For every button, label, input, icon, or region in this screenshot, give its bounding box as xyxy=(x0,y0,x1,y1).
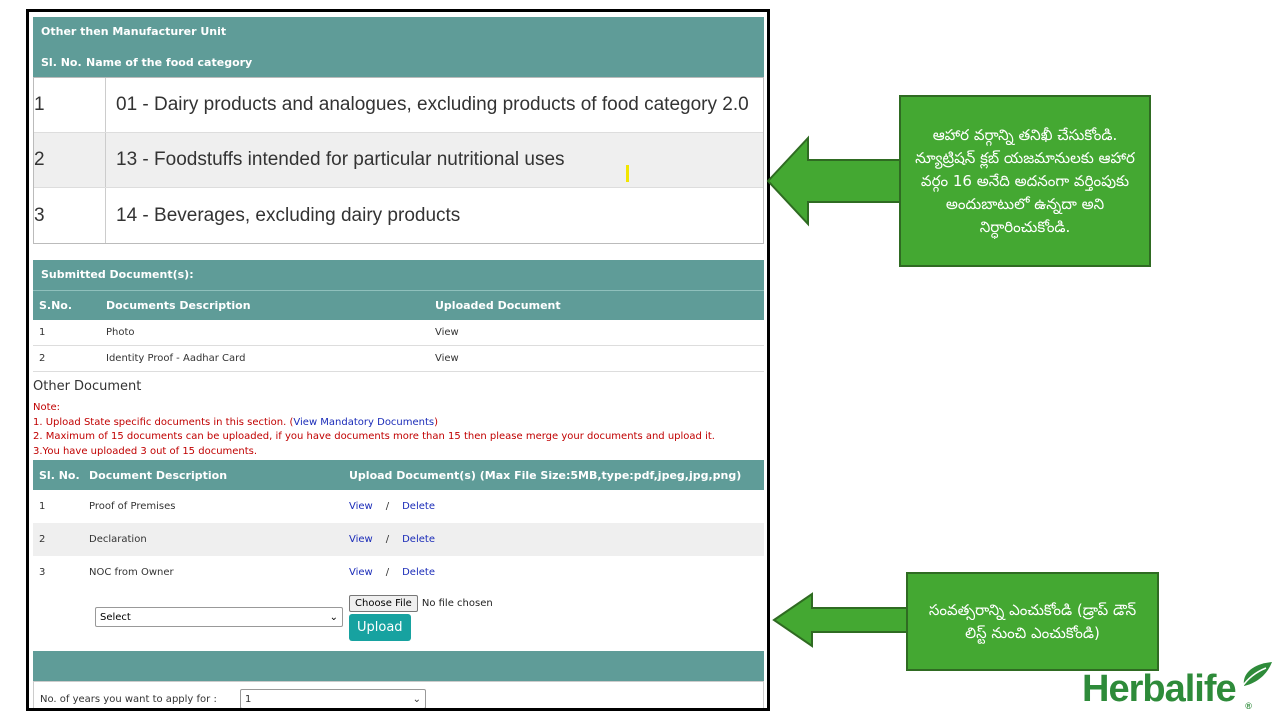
view-link[interactable]: View xyxy=(349,534,373,545)
category-name: 01 - Dairy products and analogues, excluding products of food category 2.0 xyxy=(116,94,749,115)
document-type-select[interactable] xyxy=(95,607,343,627)
table-row xyxy=(33,346,764,372)
table-row xyxy=(34,133,763,188)
doc-description: Declaration xyxy=(89,534,147,545)
years-select[interactable] xyxy=(240,689,426,709)
col-sl-no: Sl. No. xyxy=(39,468,80,482)
left-arrow-bottom xyxy=(770,570,912,670)
submitted-docs-title: Submitted Document(s): xyxy=(33,260,764,290)
doc-description: Identity Proof - Aadhar Card xyxy=(106,353,246,364)
note-block xyxy=(33,401,764,459)
delete-link[interactable]: Delete xyxy=(402,567,435,578)
table-row xyxy=(34,188,763,243)
note-line-3: 3.You have uploaded 3 out of 15 documents. xyxy=(33,445,258,457)
separator: / xyxy=(385,567,390,578)
screenshot-frame xyxy=(26,9,770,711)
col-uploaded-document: Uploaded Document xyxy=(435,299,561,312)
table-row xyxy=(33,320,764,346)
category-table-header xyxy=(33,47,764,77)
col-upload-documents: Upload Document(s) (Max File Size:5MB,type:pdf,jpeg,jpg,png) xyxy=(349,468,742,482)
col-document-description: Document Description xyxy=(89,468,228,482)
view-mandatory-documents-link[interactable]: View Mandatory Documents xyxy=(293,416,435,428)
select-value: Select xyxy=(100,611,131,623)
upload-table-header xyxy=(33,460,764,490)
submitted-docs-header xyxy=(33,290,764,320)
note-label: Note: xyxy=(33,402,61,413)
separator: / xyxy=(385,534,390,545)
years-row xyxy=(33,681,764,711)
leaf-icon xyxy=(1238,660,1276,688)
table-row xyxy=(33,523,764,556)
table-row xyxy=(33,490,764,523)
note-1-close: ) xyxy=(434,416,439,428)
row-number: 2 xyxy=(39,534,46,545)
col-food-category: Name of the food category xyxy=(86,55,253,69)
delete-link[interactable]: Delete xyxy=(402,534,435,545)
separator: / xyxy=(385,501,390,512)
food-category-table xyxy=(33,77,764,244)
callout-select-year: సంవత్సరాన్ని ఎంచుకోండి (డ్రాప్ డౌన్ లిస్ట్ నుంచి ఎంచుకోండి) xyxy=(906,572,1159,671)
row-number: 1 xyxy=(34,78,106,132)
category-name: 14 - Beverages, excluding dairy products xyxy=(116,204,461,226)
doc-description: NOC from Owner xyxy=(89,567,174,578)
years-label: No. of years you want to apply for : xyxy=(40,693,217,705)
row-number: 2 xyxy=(34,133,106,187)
view-link[interactable]: View xyxy=(349,501,373,512)
delete-link[interactable]: Delete xyxy=(402,501,435,512)
left-arrow-top xyxy=(764,96,906,266)
note-line-1 xyxy=(33,416,764,431)
note-1-text: 1. Upload State specific documents in this section. ( xyxy=(33,416,294,428)
callout-food-category: ఆహార వర్గాన్ని తనిఖీ చేసుకోండి. న్యూట్రిషన్ క్లబ్ యజమానులకు ఆహార వర్గం 16 అనేది అదనంగా వర్తింపుకు అందుబాటులో ఉన్నదా అని నిర్ధారించుకోండి. xyxy=(899,95,1151,267)
row-number: 2 xyxy=(39,353,46,364)
view-link[interactable]: View xyxy=(435,327,459,338)
doc-description: Photo xyxy=(106,327,135,338)
row-number: 3 xyxy=(39,567,46,578)
registered-mark: ® xyxy=(1245,701,1251,711)
row-number: 1 xyxy=(39,327,46,338)
col-doc-description: Documents Description xyxy=(106,299,251,312)
row-number: 1 xyxy=(39,501,46,512)
no-file-text: No file chosen xyxy=(421,598,493,609)
cursor-marker xyxy=(626,165,629,182)
row-number: 3 xyxy=(34,188,106,243)
other-document-title: Other Document xyxy=(33,379,142,394)
category-section-title: Other then Manufacturer Unit xyxy=(33,17,764,47)
col-sno: S.No. xyxy=(39,299,73,312)
herbalife-logo xyxy=(1082,668,1251,711)
select-wrapper xyxy=(33,595,349,647)
doc-description: Proof of Premises xyxy=(89,501,176,512)
file-upload-group xyxy=(349,595,493,647)
table-row xyxy=(33,556,764,589)
choose-file-button[interactable]: Choose File xyxy=(349,595,418,612)
view-link[interactable]: View xyxy=(435,353,459,364)
category-name: 13 - Foodstuffs intended for particular nutritional uses xyxy=(116,149,565,170)
note-line-2: 2. Maximum of 15 documents can be uploaded, if you have documents more than 15 then please merge your documents and upload it. xyxy=(33,431,715,442)
chevron-down-icon: ⌄ xyxy=(412,693,421,705)
years-value: 1 xyxy=(245,693,252,705)
col-sl-no: Sl. No. xyxy=(41,55,82,69)
chevron-down-icon: ⌄ xyxy=(329,611,338,623)
form-content xyxy=(33,17,764,711)
view-link[interactable]: View xyxy=(349,567,373,578)
upload-button[interactable]: Upload xyxy=(349,614,411,641)
table-row xyxy=(34,78,763,133)
upload-controls xyxy=(33,589,764,647)
brand-name: Herbalife xyxy=(1082,668,1236,710)
section-divider-bar xyxy=(33,651,764,681)
